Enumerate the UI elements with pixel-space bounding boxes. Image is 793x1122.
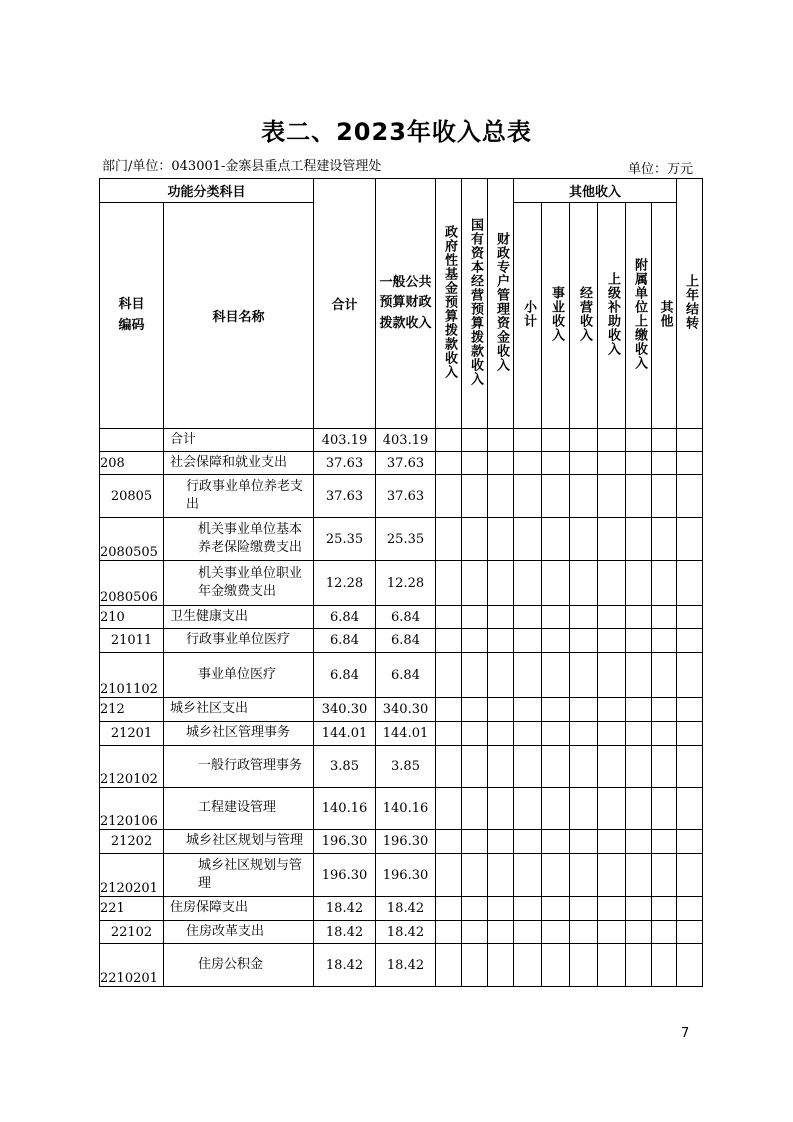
empty-cell (570, 518, 598, 561)
empty-cell (677, 722, 703, 746)
empty-cell (677, 606, 703, 629)
empty-cell (626, 653, 652, 698)
row-total: 18.42 (314, 897, 376, 921)
header-total: 合计 (314, 179, 376, 429)
row-total: 12.28 (314, 561, 376, 606)
empty-cell (652, 606, 677, 629)
table-row (100, 746, 703, 788)
empty-cell (570, 921, 598, 944)
row-name: 社会保障和就业支出 (164, 452, 314, 475)
empty-cell (598, 606, 626, 629)
empty-cell (488, 518, 514, 561)
empty-cell (652, 429, 677, 452)
table-row (100, 788, 703, 830)
row-total: 6.84 (314, 653, 376, 698)
empty-cell (570, 629, 598, 653)
empty-cell (462, 830, 488, 854)
row-general: 340.30 (376, 698, 436, 722)
empty-cell (488, 854, 514, 897)
empty-cell (570, 944, 598, 987)
row-code: 212 (100, 698, 164, 722)
empty-cell (677, 698, 703, 722)
row-total: 196.30 (314, 854, 376, 897)
empty-cell (570, 475, 598, 518)
row-name: 行政事业单位医疗 (164, 629, 314, 653)
table-row (100, 653, 703, 698)
empty-cell (677, 653, 703, 698)
empty-cell (436, 830, 462, 854)
empty-cell (462, 653, 488, 698)
empty-cell (598, 429, 626, 452)
row-general: 18.42 (376, 921, 436, 944)
empty-cell (677, 475, 703, 518)
row-general: 6.84 (376, 606, 436, 629)
page-number: 7 (681, 1026, 690, 1041)
row-general: 196.30 (376, 830, 436, 854)
table-row (100, 561, 703, 606)
empty-cell (677, 788, 703, 830)
row-code: 2080505 (100, 518, 164, 561)
header-business-text: 事业收入 (548, 285, 564, 342)
empty-cell (542, 429, 570, 452)
empty-cell (598, 653, 626, 698)
header-special-fund-text: 财政专户管理资金收入 (493, 231, 509, 372)
row-code: 21011 (100, 629, 164, 653)
empty-cell (570, 897, 598, 921)
header-general-budget-text: 一般公共预算财政拨款收入 (379, 275, 432, 331)
header-general-budget (376, 179, 436, 429)
row-code: 2120201 (100, 854, 164, 897)
empty-cell (436, 653, 462, 698)
empty-cell (652, 561, 677, 606)
row-total: 6.84 (314, 606, 376, 629)
empty-cell (598, 698, 626, 722)
empty-cell (626, 854, 652, 897)
table-row (100, 944, 703, 987)
empty-cell (570, 788, 598, 830)
empty-cell (436, 944, 462, 987)
header-superior-subsidy (598, 203, 626, 429)
empty-cell (626, 722, 652, 746)
empty-cell (514, 788, 542, 830)
header-other-text: 其他 (657, 299, 673, 328)
empty-cell (652, 897, 677, 921)
empty-cell (677, 944, 703, 987)
empty-cell (514, 897, 542, 921)
empty-cell (462, 854, 488, 897)
row-code: 20805 (100, 475, 164, 518)
empty-cell (652, 653, 677, 698)
empty-cell (542, 629, 570, 653)
empty-cell (462, 429, 488, 452)
table-row (100, 921, 703, 944)
header-other (652, 203, 677, 429)
empty-cell (514, 518, 542, 561)
empty-cell (598, 629, 626, 653)
empty-cell (542, 518, 570, 561)
empty-cell (462, 629, 488, 653)
empty-cell (514, 854, 542, 897)
header-carryover-text: 上年结转 (683, 273, 698, 330)
empty-cell (488, 944, 514, 987)
empty-cell (514, 944, 542, 987)
empty-cell (570, 653, 598, 698)
empty-cell (542, 788, 570, 830)
row-total: 37.63 (314, 452, 376, 475)
empty-cell (598, 830, 626, 854)
row-name: 事业单位医疗 (164, 653, 314, 698)
empty-cell (436, 698, 462, 722)
empty-cell (626, 921, 652, 944)
empty-cell (598, 452, 626, 475)
empty-cell (570, 429, 598, 452)
empty-cell (514, 561, 542, 606)
row-code: 2120102 (100, 746, 164, 788)
row-general: 12.28 (376, 561, 436, 606)
empty-cell (677, 561, 703, 606)
row-code: 210 (100, 606, 164, 629)
empty-cell (488, 921, 514, 944)
empty-cell (626, 475, 652, 518)
row-total: 140.16 (314, 788, 376, 830)
empty-cell (436, 561, 462, 606)
empty-cell (626, 830, 652, 854)
empty-cell (677, 518, 703, 561)
empty-cell (598, 746, 626, 788)
empty-cell (436, 629, 462, 653)
row-name: 城乡社区规划与管理 (164, 854, 314, 897)
header-business (542, 203, 570, 429)
row-name: 城乡社区支出 (164, 698, 314, 722)
empty-cell (626, 944, 652, 987)
empty-cell (542, 897, 570, 921)
empty-cell (542, 944, 570, 987)
row-name: 住房改革支出 (164, 921, 314, 944)
row-general: 403.19 (376, 429, 436, 452)
unit-label: 单位：万元 (627, 162, 693, 177)
empty-cell (436, 429, 462, 452)
empty-cell (598, 475, 626, 518)
empty-cell (626, 429, 652, 452)
table-row (100, 429, 703, 452)
header-other-income: 其他收入 (514, 179, 677, 203)
row-total: 18.42 (314, 921, 376, 944)
empty-cell (462, 475, 488, 518)
page-title: 表二、2023年收入总表 (261, 118, 532, 146)
empty-cell (570, 854, 598, 897)
empty-cell (626, 606, 652, 629)
empty-cell (488, 722, 514, 746)
empty-cell (542, 830, 570, 854)
empty-cell (677, 452, 703, 475)
empty-cell (652, 788, 677, 830)
empty-cell (626, 788, 652, 830)
table-row (100, 518, 703, 561)
empty-cell (598, 518, 626, 561)
row-total: 3.85 (314, 746, 376, 788)
empty-cell (488, 746, 514, 788)
department-label: 部门/单位：043001-金寨县重点工程建设管理处 (102, 159, 382, 174)
table-row (100, 606, 703, 629)
empty-cell (570, 452, 598, 475)
empty-cell (488, 561, 514, 606)
empty-cell (462, 921, 488, 944)
empty-cell (677, 629, 703, 653)
empty-cell (542, 698, 570, 722)
empty-cell (542, 653, 570, 698)
header-affiliated (626, 203, 652, 429)
empty-cell (652, 698, 677, 722)
empty-cell (436, 475, 462, 518)
empty-cell (436, 788, 462, 830)
row-name: 合计 (164, 429, 314, 452)
empty-cell (436, 722, 462, 746)
row-name: 卫生健康支出 (164, 606, 314, 629)
empty-cell (626, 746, 652, 788)
empty-cell (542, 921, 570, 944)
row-general: 25.35 (376, 518, 436, 561)
row-general: 196.30 (376, 854, 436, 897)
header-operating-text: 经营收入 (576, 285, 592, 342)
empty-cell (626, 629, 652, 653)
empty-cell (462, 788, 488, 830)
header-subtotal-text: 小计 (520, 299, 536, 328)
row-total: 403.19 (314, 429, 376, 452)
row-name: 住房公积金 (164, 944, 314, 987)
row-name: 机关事业单位基本养老保险缴费支出 (164, 518, 314, 561)
table-row (100, 722, 703, 746)
empty-cell (652, 921, 677, 944)
row-total: 37.63 (314, 475, 376, 518)
row-name: 城乡社区管理事务 (164, 722, 314, 746)
row-code: 21201 (100, 722, 164, 746)
empty-cell (677, 897, 703, 921)
header-code-text: 科目编码 (118, 296, 145, 333)
row-name: 一般行政管理事务 (164, 746, 314, 788)
row-general: 37.63 (376, 452, 436, 475)
header-name: 科目名称 (164, 203, 314, 429)
empty-cell (488, 429, 514, 452)
row-code: 221 (100, 897, 164, 921)
header-superior-subsidy-text: 上级补助收入 (604, 271, 620, 356)
header-operating (570, 203, 598, 429)
empty-cell (462, 561, 488, 606)
row-code: 22102 (100, 921, 164, 944)
empty-cell (570, 606, 598, 629)
empty-cell (626, 561, 652, 606)
empty-cell (677, 854, 703, 897)
empty-cell (652, 629, 677, 653)
empty-cell (462, 897, 488, 921)
header-subtotal (514, 203, 542, 429)
empty-cell (514, 830, 542, 854)
empty-cell (488, 606, 514, 629)
empty-cell (436, 606, 462, 629)
row-name: 城乡社区规划与管理 (164, 830, 314, 854)
empty-cell (462, 698, 488, 722)
row-general: 18.42 (376, 944, 436, 987)
empty-cell (652, 722, 677, 746)
empty-cell (488, 830, 514, 854)
table-row (100, 629, 703, 653)
row-total: 144.01 (314, 722, 376, 746)
header-carryover (677, 179, 703, 429)
empty-cell (677, 746, 703, 788)
empty-cell (542, 452, 570, 475)
empty-cell (488, 788, 514, 830)
table-row (100, 897, 703, 921)
empty-cell (570, 830, 598, 854)
row-code: 208 (100, 452, 164, 475)
table-row (100, 854, 703, 897)
empty-cell (570, 722, 598, 746)
row-total: 6.84 (314, 629, 376, 653)
empty-cell (514, 629, 542, 653)
row-general: 140.16 (376, 788, 436, 830)
empty-cell (514, 921, 542, 944)
row-code: 2120106 (100, 788, 164, 830)
table-row (100, 830, 703, 854)
empty-cell (514, 653, 542, 698)
income-summary-table (99, 178, 703, 987)
empty-cell (626, 698, 652, 722)
empty-cell (436, 897, 462, 921)
empty-cell (462, 606, 488, 629)
empty-cell (542, 606, 570, 629)
empty-cell (514, 452, 542, 475)
empty-cell (514, 698, 542, 722)
row-general: 6.84 (376, 653, 436, 698)
table-row (100, 452, 703, 475)
row-total: 25.35 (314, 518, 376, 561)
empty-cell (598, 921, 626, 944)
empty-cell (514, 746, 542, 788)
empty-cell (652, 452, 677, 475)
empty-cell (677, 429, 703, 452)
row-name: 工程建设管理 (164, 788, 314, 830)
row-code: 2210201 (100, 944, 164, 987)
empty-cell (514, 722, 542, 746)
row-general: 18.42 (376, 897, 436, 921)
empty-cell (488, 452, 514, 475)
empty-cell (514, 429, 542, 452)
empty-cell (598, 897, 626, 921)
row-code (100, 429, 164, 452)
header-state-capital (462, 179, 488, 429)
empty-cell (598, 561, 626, 606)
empty-cell (542, 561, 570, 606)
empty-cell (542, 854, 570, 897)
empty-cell (652, 830, 677, 854)
empty-cell (462, 518, 488, 561)
empty-cell (542, 746, 570, 788)
empty-cell (598, 722, 626, 746)
empty-cell (598, 854, 626, 897)
empty-cell (626, 452, 652, 475)
empty-cell (462, 944, 488, 987)
empty-cell (677, 830, 703, 854)
empty-cell (488, 698, 514, 722)
row-total: 196.30 (314, 830, 376, 854)
empty-cell (488, 653, 514, 698)
empty-cell (677, 921, 703, 944)
row-general: 6.84 (376, 629, 436, 653)
header-gov-fund (436, 179, 462, 429)
empty-cell (436, 921, 462, 944)
empty-cell (436, 746, 462, 788)
empty-cell (436, 518, 462, 561)
empty-cell (598, 944, 626, 987)
row-name: 住房保障支出 (164, 897, 314, 921)
header-function-class: 功能分类科目 (100, 179, 314, 203)
empty-cell (462, 722, 488, 746)
row-code: 2101102 (100, 653, 164, 698)
row-general: 3.85 (376, 746, 436, 788)
empty-cell (514, 475, 542, 518)
row-total: 340.30 (314, 698, 376, 722)
empty-cell (652, 518, 677, 561)
empty-cell (462, 452, 488, 475)
empty-cell (542, 722, 570, 746)
header-state-capital-text: 国有资本经营预算拨款收入 (467, 217, 483, 386)
row-code: 21202 (100, 830, 164, 854)
empty-cell (570, 746, 598, 788)
empty-cell (626, 518, 652, 561)
empty-cell (514, 606, 542, 629)
empty-cell (488, 475, 514, 518)
header-special-fund (488, 179, 514, 429)
empty-cell (570, 561, 598, 606)
empty-cell (598, 788, 626, 830)
header-gov-fund-text: 政府性基金预算拨款收入 (441, 224, 457, 379)
row-general: 37.63 (376, 475, 436, 518)
row-name: 机关事业单位职业年金缴费支出 (164, 561, 314, 606)
row-name: 行政事业单位养老支出 (164, 475, 314, 518)
empty-cell (436, 854, 462, 897)
empty-cell (542, 475, 570, 518)
empty-cell (626, 897, 652, 921)
table-row (100, 698, 703, 722)
empty-cell (570, 698, 598, 722)
empty-cell (652, 746, 677, 788)
row-general: 144.01 (376, 722, 436, 746)
empty-cell (488, 897, 514, 921)
empty-cell (652, 944, 677, 987)
empty-cell (488, 629, 514, 653)
empty-cell (652, 475, 677, 518)
empty-cell (652, 854, 677, 897)
table-row (100, 475, 703, 518)
header-code (100, 203, 164, 429)
empty-cell (462, 746, 488, 788)
header-affiliated-text: 附属单位上缴收入 (631, 257, 647, 370)
row-total: 18.42 (314, 944, 376, 987)
empty-cell (436, 452, 462, 475)
row-code: 2080506 (100, 561, 164, 606)
table-body (100, 429, 703, 987)
